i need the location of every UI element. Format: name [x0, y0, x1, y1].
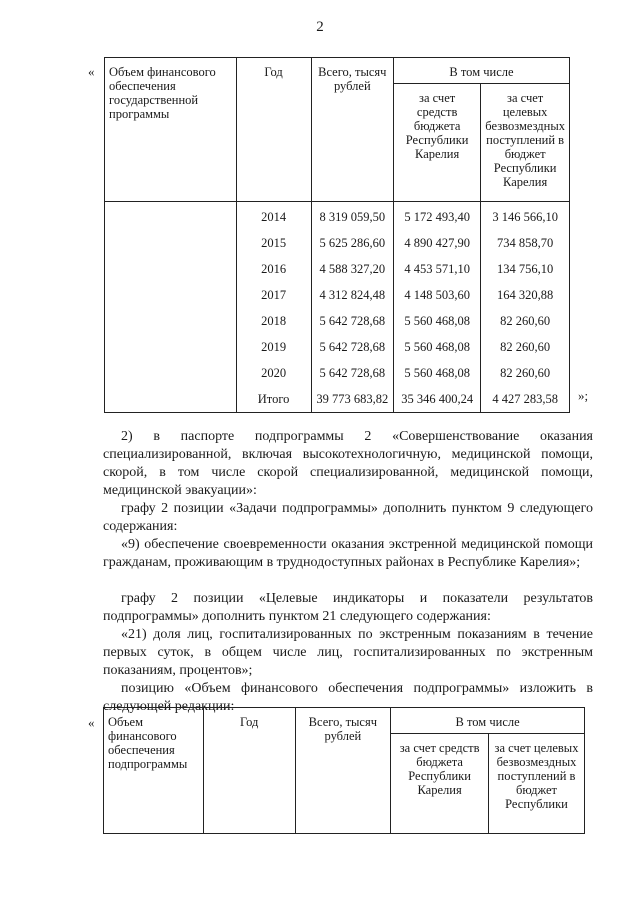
table-cell-year: Итого [257, 392, 290, 406]
table-cell-grants: 3 146 566,10 [492, 210, 558, 224]
grants-column [481, 202, 570, 413]
header-budget: за счет средств бюджета Республики Карелия [391, 734, 489, 834]
table-cell-total: 39 773 683,82 [316, 392, 389, 406]
paragraph-indicators: графу 2 позиции «Целевые индикаторы и показатели результатов подпрограммы» дополнить пунктом 21 следующего содержания: [103, 591, 593, 624]
empty-label-cell [105, 202, 237, 413]
paragraph-tasks: графу 2 позиции «Задачи подпрограммы» дополнить пунктом 9 следующего содержания: [103, 501, 593, 534]
year-column [236, 202, 311, 413]
table-cell-year: 2016 [261, 262, 287, 276]
table-cell-total: 4 312 824,48 [319, 288, 386, 302]
table-cell-budget: 35 346 400,24 [401, 392, 474, 406]
header-volume: Объем финансового обеспечения подпрограммы [104, 708, 204, 834]
paragraph-subprogram-passport: 2) в паспорте подпрограммы 2 «Совершенствование оказания специализированной, включая высокотехнологичную, медицинской помощи, скорой, в том числе скорой специализированной, медицинской помощи, медицинской эвакуации»: [103, 429, 593, 498]
header-grants: за счет целевых безвозмездных поступлений в бюджет Республики [489, 734, 585, 834]
table-cell-year: 2014 [261, 210, 287, 224]
table-cell-grants: 82 260,60 [500, 340, 551, 354]
table-cell-total: 5 642 728,68 [319, 366, 386, 380]
table-cell-budget: 5 172 493,40 [404, 210, 470, 224]
table-cell-total: 5 642 728,68 [319, 340, 386, 354]
table-cell-budget: 5 560 468,08 [404, 340, 470, 354]
financing-table-subprogram [103, 707, 585, 834]
total-column [311, 202, 393, 413]
table-cell-grants: 134 756,10 [497, 262, 554, 276]
page-number: 2 [316, 19, 324, 35]
header-total: Всего, тысяч рублей [295, 708, 391, 834]
table-cell-budget: 4 453 571,10 [404, 262, 470, 276]
table-cell-budget: 4 890 427,90 [404, 236, 470, 250]
table-cell-year: 2020 [261, 366, 287, 380]
table-cell-year: 2019 [261, 340, 287, 354]
table-cell-grants: 164 320,88 [497, 288, 554, 302]
paragraph-task-9: «9) обеспечение своевременности оказания экстренной медицинской помощи гражданам, проживающим в труднодоступных районах в Республике Карелия»; [103, 537, 593, 570]
table-cell-budget: 5 560 468,08 [404, 366, 470, 380]
table1-open-quote: « [88, 64, 95, 79]
header-including: В том числе [393, 58, 569, 84]
header-including: В том числе [391, 708, 585, 734]
table2-open-quote: « [88, 715, 95, 730]
paragraph-indicator-21: «21) доля лиц, госпитализированных по экстренным показаниям в течение первых суток, в общем числе лиц, госпитализированных по экстренным показаниям, процентов»; [103, 627, 593, 678]
table-cell-total: 5 625 286,60 [319, 236, 386, 250]
table-cell-total: 8 319 059,50 [319, 210, 386, 224]
table-cell-total: 4 588 327,20 [319, 262, 386, 276]
table-cell-budget: 4 148 503,60 [404, 288, 470, 302]
table-cell-year: 2017 [261, 288, 287, 302]
table-cell-year: 2015 [261, 236, 287, 250]
paragraph-financing-position: позицию «Объем финансового обеспечения подпрограммы» изложить в следующей редакции: [103, 681, 593, 714]
table-cell-year: 2018 [261, 314, 287, 328]
table-cell-grants: 82 260,60 [500, 314, 551, 328]
header-grants: за счет целевых безвозмездных поступлений в бюджет Республики Карелия [481, 84, 570, 202]
budget-column [393, 202, 480, 413]
table-cell-grants: 82 260,60 [500, 366, 551, 380]
table-cell-total: 5 642 728,68 [319, 314, 386, 328]
header-year: Год [203, 708, 295, 834]
header-budget: за счет средств бюджета Республики Карелия [393, 84, 480, 202]
table-cell-grants: 4 427 283,58 [492, 392, 558, 406]
header-total: Всего, тысяч рублей [311, 58, 393, 202]
table-cell-budget: 5 560 468,08 [404, 314, 470, 328]
financing-table-program [104, 57, 570, 413]
table1-close-quote: »; [578, 388, 589, 403]
header-volume: Объем финансового обеспечения государственной программы [105, 58, 237, 202]
header-year: Год [236, 58, 311, 202]
table-cell-grants: 734 858,70 [497, 236, 554, 250]
